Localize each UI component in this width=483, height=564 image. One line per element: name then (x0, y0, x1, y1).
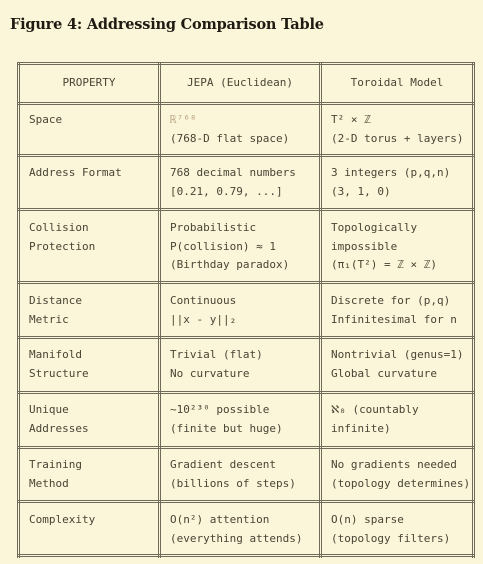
row-distance-property (29, 292, 82, 329)
cell-line: Manifold (29, 348, 82, 361)
table-rule (17, 391, 475, 394)
cell-line: Address Format (29, 166, 122, 179)
cell-line: O(n) sparse (331, 513, 404, 526)
row-space-property (29, 111, 62, 130)
row-distance-jepa (170, 292, 236, 329)
cell-line: (everything attends) (170, 531, 303, 545)
row-distance-toroidal (331, 292, 457, 329)
row-unique-toroidal (331, 401, 419, 438)
row-address-format-toroidal (331, 164, 450, 201)
cell-line: (Birthday paradox) (170, 258, 290, 271)
cell-line: ~10²³⁰ possible (170, 403, 270, 416)
cell-line: No gradients needed (331, 458, 457, 471)
cell-line: (topology filters) (331, 531, 451, 545)
row-collision-toroidal (331, 219, 437, 275)
table-rule (17, 446, 475, 449)
cell-line: Structure (29, 366, 89, 380)
cell-line: T² × ℤ (331, 113, 371, 126)
cell-line: Space (29, 113, 63, 126)
cell-line: Distance (29, 294, 82, 307)
table-rule (17, 62, 475, 65)
cell-line: (2-D torus + layers) (331, 131, 464, 145)
row-space-toroidal (331, 111, 463, 148)
cell-line: (topology determines) (331, 476, 471, 490)
cell-line: Global curvature (331, 366, 437, 380)
row-manifold-toroidal (331, 346, 463, 383)
cell-line: (768-D flat space) (170, 131, 290, 145)
row-training-jepa (170, 456, 296, 493)
row-training-toroidal (331, 456, 470, 493)
table-rule (17, 154, 475, 157)
comparison-table (17, 62, 475, 558)
table-column-rule (472, 62, 475, 558)
cell-line: Unique (29, 403, 69, 416)
cell-line: Protection (29, 239, 96, 253)
table-rule (17, 554, 475, 557)
cell-line: Continuous (170, 294, 237, 307)
cell-line: impossible (331, 239, 398, 253)
row-unique-jepa (170, 401, 283, 438)
cell-line: 768 decimal numbers (170, 166, 296, 179)
cell-line: ℝ⁷⁶⁸ (170, 113, 197, 126)
row-complexity-jepa (170, 511, 302, 548)
cell-line: Discrete for (p,q) (331, 294, 451, 307)
table-rule (17, 336, 475, 339)
cell-line: (3, 1, 0) (331, 184, 391, 198)
cell-line: Addresses (29, 421, 89, 435)
table-column-rule (17, 62, 20, 558)
row-manifold-jepa (170, 346, 263, 383)
cell-line: infinite) (331, 421, 391, 435)
table-column-rule (158, 62, 161, 558)
cell-line: ℵ₀ (countably (331, 403, 419, 416)
row-address-format-property (29, 164, 122, 183)
cell-line: (π₁(T²) = ℤ × ℤ) (331, 258, 437, 271)
cell-line: Collision (29, 221, 89, 234)
cell-line: P(collision) ≈ 1 (170, 239, 276, 253)
cell-line: Gradient descent (170, 458, 276, 471)
cell-line: 3 integers (p,q,n) (331, 166, 451, 179)
row-address-format-jepa (170, 164, 296, 201)
figure-title: Figure 4: Addressing Comparison Table (10, 16, 324, 33)
table-column-rule (319, 62, 322, 558)
table-rule (17, 500, 475, 503)
row-collision-property (29, 219, 95, 256)
cell-line: [0.21, 0.79, ...] (170, 184, 283, 198)
cell-line: Metric (29, 312, 69, 326)
cell-line: ||x - y||₂ (170, 312, 237, 326)
table-rule (17, 281, 475, 284)
cell-line: O(n²) attention (170, 513, 270, 526)
row-space-jepa (170, 111, 289, 148)
table-rule (17, 102, 475, 105)
row-complexity-property (29, 511, 95, 530)
cell-line: Method (29, 476, 69, 490)
cell-line: Nontrivial (genus=1) (331, 348, 464, 361)
row-manifold-property (29, 346, 89, 383)
row-training-property (29, 456, 82, 493)
cell-line: (finite but huge) (170, 421, 283, 435)
table-rule (17, 208, 475, 211)
header-property: PROPERTY (62, 76, 116, 89)
header-toroidal: Toroidal Model (350, 76, 444, 89)
cell-line: Infinitesimal for n (331, 312, 457, 326)
cell-line: Complexity (29, 513, 96, 526)
cell-line: Trivial (flat) (170, 348, 263, 361)
header-jepa: JEPA (Euclidean) (187, 76, 293, 89)
cell-line: Topologically (331, 221, 418, 234)
row-complexity-toroidal (331, 511, 450, 548)
cell-line: (billions of steps) (170, 476, 296, 490)
row-unique-property (29, 401, 89, 438)
cell-line: No curvature (170, 366, 250, 380)
row-collision-jepa (170, 219, 289, 275)
cell-line: Training (29, 458, 82, 471)
cell-line: Probabilistic (170, 221, 257, 234)
